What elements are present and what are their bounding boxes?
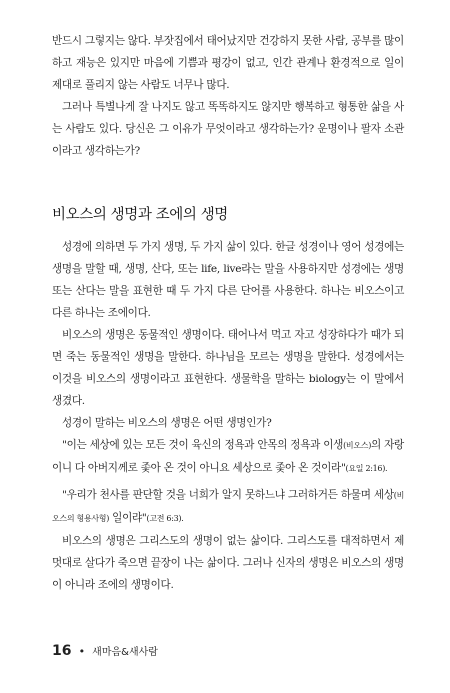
quote-2-reference: (고전 6:3). bbox=[146, 514, 184, 523]
quote-2-text: "우리가 천사를 판단할 것을 너희가 알지 못하느냐 그러하거든 하물며 세상 bbox=[62, 489, 394, 501]
quote-1-text: "이는 세상에 있는 모든 것이 육신의 정욕과 안목의 정욕과 이생 bbox=[62, 439, 344, 451]
body-paragraph-2: 비오스의 생명은 동물적인 생명이다. 태어나서 먹고 자고 성장하다가 때가 되면 죽는 동물적인 생명을 말한다. 하나님을 모르는 생명을 말한다. 성경에서는 이것을 비오스의 생명이라고 표현한다. 생물학을 말하는 biology는 이 말에서 생겼다. bbox=[52, 329, 404, 407]
section-heading: 비오스의 생명과 조에의 생명 bbox=[52, 207, 228, 223]
body-text-block bbox=[52, 236, 404, 596]
quote-2-continuation: 일이랴" bbox=[109, 512, 147, 524]
quote-2-annotation: (비오스의 형용사형) bbox=[52, 491, 404, 523]
book-title: 새마음&새사람 bbox=[92, 647, 158, 658]
footer-separator: • bbox=[78, 645, 86, 658]
page-footer bbox=[52, 640, 158, 659]
page-number: 16 bbox=[52, 643, 72, 659]
body-paragraph-4: 비오스의 생명은 그리스도의 생명이 없는 삶이다. 그리스도를 대적하면서 제 멋대로 살다가 죽으면 끝장이 나는 삶이다. 그러나 신자의 생명은 비오스의 생명이 아니라 조에의 생명이다. bbox=[52, 535, 404, 591]
quote-1-continuation: 의 자랑이니 다 아버지께로 좇아 온 것이 아니요 세상으로 좇아 온 것이라" bbox=[52, 439, 404, 474]
scripture-quote-1 bbox=[52, 434, 404, 480]
intro-paragraph-1: 반드시 그렇지는 않다. 부잣집에서 태어났지만 건강하지 못한 사람, 공부를 많이 하고 재능은 있지만 마음에 기쁨과 평강이 없고, 인간 관계나 환경적으로 일이 제대로 풀리지 않는 사람도 너무나 많다. bbox=[52, 35, 404, 91]
intro-paragraph-2: 그러나 특별나게 잘 나지도 않고 똑똑하지도 않지만 행복하고 형통한 삶을 사는 사람도 있다. 당신은 그 이유가 무엇이라고 생각하는가? 운명이나 팔자 소관이라고 생각하는가? bbox=[52, 101, 404, 157]
body-paragraph-3: 성경이 말하는 비오스의 생명은 어떤 생명인가? bbox=[62, 417, 272, 429]
intro-text-block bbox=[52, 30, 404, 162]
scripture-quote-2 bbox=[52, 484, 404, 530]
quote-1-reference: (요일 2:16). bbox=[345, 464, 388, 473]
quote-1-annotation: (비오스) bbox=[343, 441, 372, 450]
body-paragraph-1: 성경에 의하면 두 가지 생명, 두 가지 삶이 있다. 한글 성경이나 영어 성경에는 생명을 말할 때, 생명, 산다, 또는 life, live라는 말을 사용하지만 성경에는 생명 또는 산다는 말을 표현한 때 두 가지 다른 단어를 사용한다. 하나는 비오스이고 다른 하나는 조에이다. bbox=[52, 241, 404, 319]
